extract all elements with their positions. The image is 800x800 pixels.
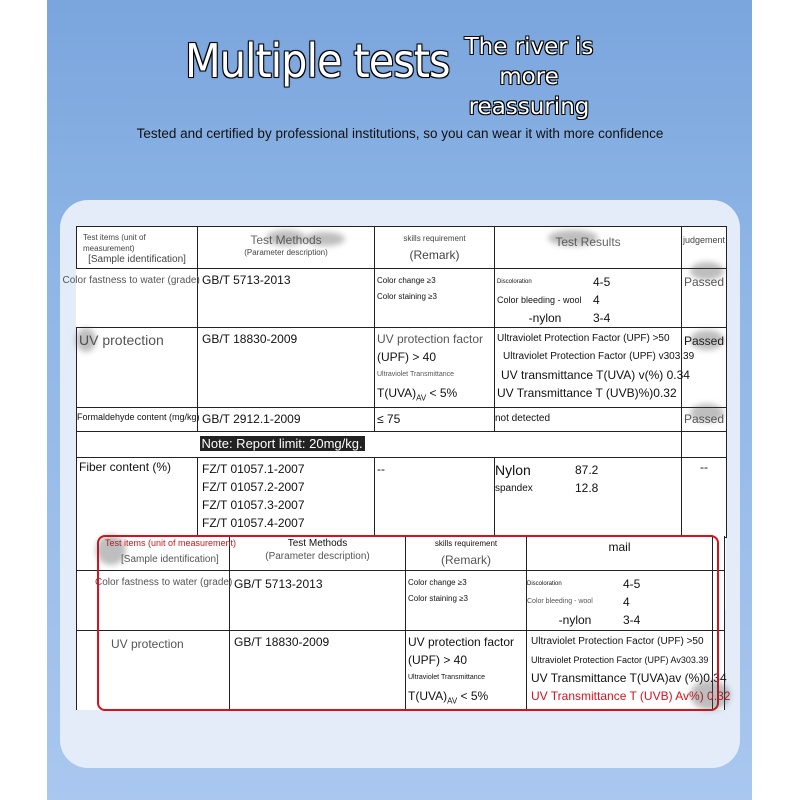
row-results (527, 570, 713, 630)
row-requirement: UV protection factor (408, 634, 515, 649)
result-value: 4-5 (593, 275, 611, 289)
row-requirement: Color change ≥3 (377, 276, 436, 285)
page-title: Multiple tests (185, 34, 450, 88)
result-value: UV Transmittance T (UVB)%)0.32 (497, 386, 677, 400)
header-label: (Parameter description) (265, 551, 370, 562)
smudge (548, 230, 598, 246)
table-header-row (77, 227, 727, 269)
header-label: Test Results (555, 235, 621, 249)
smudge (305, 232, 345, 246)
header-label: Test items (unit of measurement) (105, 538, 237, 548)
row-item: Fiber content (%) (79, 460, 172, 475)
row-results (495, 458, 682, 538)
header-label: judgement (682, 235, 726, 245)
row-item: Color fastness to water (grade) (62, 275, 200, 286)
tagline: Tested and certified by professional institutions, so you can wear it with more confidence (136, 126, 664, 141)
row-judgement: -- (700, 460, 708, 475)
subtitle-line-1: The river is more (464, 34, 594, 90)
result-value: UV Transmittance T(UVA)av (%)0.34 (531, 670, 727, 685)
smudge (690, 404, 724, 422)
row-requirement: Ultraviolet Transmittance (408, 673, 486, 681)
row-method: FZ/T 01057.4-2007 (202, 516, 305, 531)
result-label: spandex (495, 482, 533, 494)
row-method: FZ/T 01057.1-2007 (202, 462, 305, 477)
header-label: Test Methods (250, 233, 322, 247)
result-value: 87.2 (575, 463, 599, 478)
header-mail (527, 536, 713, 570)
row-requirement: $T(UVA)_{AV} < 5\%$ (377, 386, 458, 403)
row-method: GB/T 2912.1-2009 (202, 412, 301, 427)
row-judgement: Passed (683, 412, 725, 427)
header-label: mail (608, 540, 631, 554)
result-value: Ultraviolet Protection Factor (UPF) >50 (531, 635, 704, 647)
header-label: [Sample identification] (88, 254, 186, 265)
row-item: Formaldehyde content (mg/kg) (77, 412, 200, 423)
result-label: -nylon (558, 612, 592, 627)
row-requirement: (UPF) > 40 (408, 652, 468, 667)
result-value: 3-4 (593, 311, 611, 325)
header-label: Test items (unit of measurement) (83, 233, 146, 253)
result-value: UV Transmittance T (UVB) Av%) 0.32 (531, 688, 731, 703)
smudge (96, 535, 126, 565)
result-label: Color bleeding - wool (527, 598, 593, 605)
table-header-row (77, 536, 725, 570)
header-test-items (77, 227, 198, 269)
row-item: Color fastness to water (grade) (95, 576, 233, 588)
result-value: 4 (623, 594, 630, 609)
result-value: UV transmittance T(UVA) v(%) 0.34 (501, 368, 690, 382)
header-label: (Remark) (409, 248, 460, 262)
result-value: Ultraviolet Protection Factor (UPF) Av303.39 (531, 654, 709, 665)
row-methods (198, 458, 375, 538)
row-results (527, 630, 731, 710)
row-requirement: Color staining ≥3 (377, 292, 437, 301)
header-label: skills requirement (403, 234, 466, 243)
row-requirement: (UPF) > 40 (377, 350, 437, 364)
result-label: Nylon (495, 462, 531, 479)
row-requirement: $T(UVA)_{AV} < 5\%$ (408, 688, 489, 705)
result-label: -nylon (528, 311, 562, 325)
result-value: 4 (593, 293, 600, 307)
row-requirement: -- (377, 462, 385, 477)
result-value: not detected (495, 413, 551, 425)
smudge (690, 330, 724, 350)
result-value: 12.8 (575, 481, 599, 496)
row-method: GB/T 18830-2009 (234, 634, 330, 649)
table-row (77, 630, 725, 710)
row-judgement: Passed (683, 334, 725, 348)
result-value: Ultraviolet Protection Factor (UPF) v303.39 (503, 351, 695, 362)
row-requirement: Color staining ≥3 (408, 593, 468, 603)
result-label: Color bleeding - wool (497, 295, 582, 305)
smudge (690, 680, 730, 710)
row-method: GB/T 5713-2013 (202, 273, 291, 287)
highlighted-report-table (76, 536, 731, 710)
test-report-table (62, 226, 727, 538)
result-label: Discoloration (527, 580, 562, 587)
row-method: FZ/T 01057.3-2007 (202, 498, 305, 513)
header-skills-requirement (375, 227, 495, 269)
page-subtitle (434, 32, 624, 122)
row-method: GB/T 5713-2013 (234, 576, 323, 591)
smudge (76, 328, 96, 352)
report-limit-note: Note: Report limit: 20mg/kg. (201, 436, 363, 452)
row-requirement: UV protection factor (377, 332, 484, 346)
smudge (690, 262, 724, 280)
result-value: 4-5 (623, 576, 641, 591)
smudge (266, 230, 306, 246)
row-results (495, 269, 682, 328)
table-row (77, 269, 727, 328)
row-judgement: Passed (683, 275, 725, 289)
row-item: UV protection (111, 636, 184, 651)
note-row (77, 432, 727, 458)
header-label: (Remark) (441, 553, 491, 567)
result-label: Discoloration (497, 279, 532, 285)
header-label: skills requirement (434, 539, 498, 548)
row-item: UV protection (79, 332, 164, 348)
result-value: Ultraviolet Protection Factor (UPF) >50 (497, 333, 670, 344)
subtitle-line-2: reassuring (468, 94, 590, 120)
table-row (77, 458, 727, 538)
header-label: [Sample identification] (121, 554, 219, 565)
row-requirement: Color change ≥3 (408, 577, 467, 587)
header-test-methods (230, 536, 406, 570)
header-label: Test Methods (287, 538, 348, 549)
table-row (77, 570, 725, 630)
row-method: FZ/T 01057.2-2007 (202, 480, 305, 495)
result-value: 3-4 (623, 612, 641, 627)
row-results (495, 328, 695, 408)
table-row (77, 328, 727, 408)
table-row (77, 408, 727, 432)
row-method: GB/T 18830-2009 (202, 332, 298, 346)
header-skills-requirement (406, 536, 527, 570)
header-label: (Parameter description) (244, 248, 328, 257)
row-requirement: Ultraviolet Transmittance (377, 371, 455, 378)
row-requirement: ≤ 75 (377, 412, 401, 427)
